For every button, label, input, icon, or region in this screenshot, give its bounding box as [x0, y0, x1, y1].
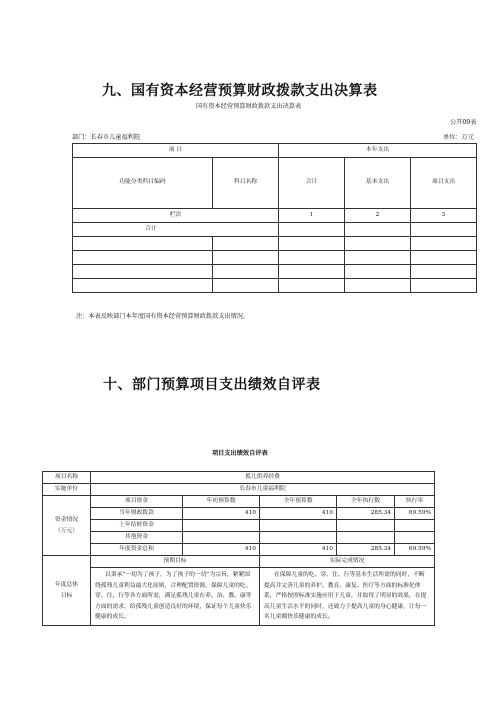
total-label: 合计 — [73, 223, 279, 237]
table-row — [73, 209, 477, 223]
fund-rate — [395, 532, 435, 544]
actual-result-header: 实际完成情况 — [260, 556, 435, 568]
fund-annual: 410 — [260, 544, 337, 556]
goal-label — [43, 556, 91, 626]
section10-heading: 十、部门预算项目支出绩效自评表 — [103, 377, 321, 393]
fund-executed — [337, 520, 395, 532]
capital-budget-table — [72, 143, 477, 293]
table-row — [73, 223, 477, 237]
expected-goal-header: 预期目标 — [91, 556, 260, 568]
seq-3: 3 — [411, 209, 477, 223]
header-project-exp: 项目支出 — [411, 158, 477, 209]
table-row — [43, 520, 435, 532]
table-row — [43, 556, 435, 568]
fund-initial — [183, 520, 260, 532]
col-header-annual: 全年预算数 — [260, 496, 337, 508]
fund-rate: 69.59% — [395, 508, 435, 520]
header-subject-name: 科目名称 — [213, 158, 279, 209]
fund-name: 年度资金总和 — [91, 544, 183, 556]
seq-2: 2 — [345, 209, 411, 223]
project-name-label: 项目名称 — [43, 472, 91, 484]
col-header-rate: 执行率 — [395, 496, 435, 508]
header-total: 合计 — [279, 158, 345, 209]
col-header-fund: 项目资金 — [91, 496, 183, 508]
fund-rate: 69.59% — [395, 544, 435, 556]
header-basic: 基本支出 — [345, 158, 411, 209]
section9-heading: 九、国有资本经营预算财政拨款支出决算表 — [102, 83, 378, 99]
unit-label: 单位：万元 — [443, 134, 474, 141]
fund-annual: 410 — [260, 508, 337, 520]
fund-executed: 285.34 — [337, 544, 395, 556]
performance-table — [42, 471, 435, 626]
funds-label — [43, 496, 91, 556]
header-current-year: 本年支出 — [279, 144, 477, 158]
unit-name: 长春市儿童福利院 — [91, 484, 435, 496]
fund-annual — [260, 532, 337, 544]
fund-annual — [260, 520, 337, 532]
table-row — [73, 237, 477, 251]
header-func-code: 功能分类科目编码 — [73, 158, 213, 209]
fund-rate — [395, 520, 435, 532]
goal-label-line2: 目标 — [60, 592, 73, 599]
table-row — [73, 265, 477, 279]
fund-executed — [337, 532, 395, 544]
funds-label-line1: 资金情况 — [54, 516, 79, 523]
fund-initial — [183, 532, 260, 544]
fund-name: 当年财政拨款 — [91, 508, 183, 520]
table-row — [43, 484, 435, 496]
unit-name-label: 实施单位 — [43, 484, 91, 496]
table-row — [43, 532, 435, 544]
header-project: 项 目 — [73, 144, 279, 158]
fund-name: 其他资金 — [91, 532, 183, 544]
table-row — [43, 544, 435, 556]
expected-goal-text: 以秉承“一切为了孩子，为了孩子的一切”为宗旨，紧紧围绕孤残儿童利益最大化原则，合理配置资源，保障儿童的吃、穿、住、行等各方面所需，满足孤残儿童在养、治、教、康等方面的需求，给孤残儿童创造良好的环境，保证每个儿童快乐健康的成长。 — [91, 568, 260, 626]
table-row — [43, 472, 435, 484]
funds-label-line2: （万元） — [54, 527, 79, 534]
table-row — [73, 279, 477, 293]
table-row — [43, 568, 435, 626]
table-row — [73, 251, 477, 265]
fund-initial: 410 — [183, 508, 260, 520]
table-row — [43, 508, 435, 520]
department-label: 部门：长春市儿童福利院 — [72, 134, 141, 141]
table-row — [73, 144, 477, 158]
section9-note: 注：本表反映部门本年度国有资本经营预算财政拨款支出情况。 — [76, 313, 250, 320]
performance-table-title: 项目支出绩效自评表 — [212, 450, 268, 457]
col-header-initial: 年初预算数 — [183, 496, 260, 508]
project-name: 孤儿供养经费 — [91, 472, 435, 484]
fund-name: 上年结转资金 — [91, 520, 183, 532]
goal-label-line1: 年度总体 — [54, 581, 79, 588]
section9-subtitle: 国有资本经营预算财政拨款支出决算表 — [196, 103, 302, 110]
fund-executed: 285.34 — [337, 508, 395, 520]
table-row — [43, 496, 435, 508]
fund-initial: 410 — [183, 544, 260, 556]
col-header-executed: 全年执行数 — [337, 496, 395, 508]
seq-1: 1 — [279, 209, 345, 223]
table-row — [73, 158, 477, 209]
form-number: 公开09表 — [450, 119, 477, 126]
seq-label: 栏次 — [73, 209, 279, 223]
actual-result-text: 在保障儿童的吃、穿、住、行等基本生活所需的同时，不断提高并完善儿童的养护、教育、康复、医疗等方面的标准化体系，严格按照标准实施应用于儿童，并取得了明显的效果，在提高儿童生活水平的同时，还致力于提高儿童的身心健康，让每一名儿童都快乐健康的成长。 — [260, 568, 435, 626]
